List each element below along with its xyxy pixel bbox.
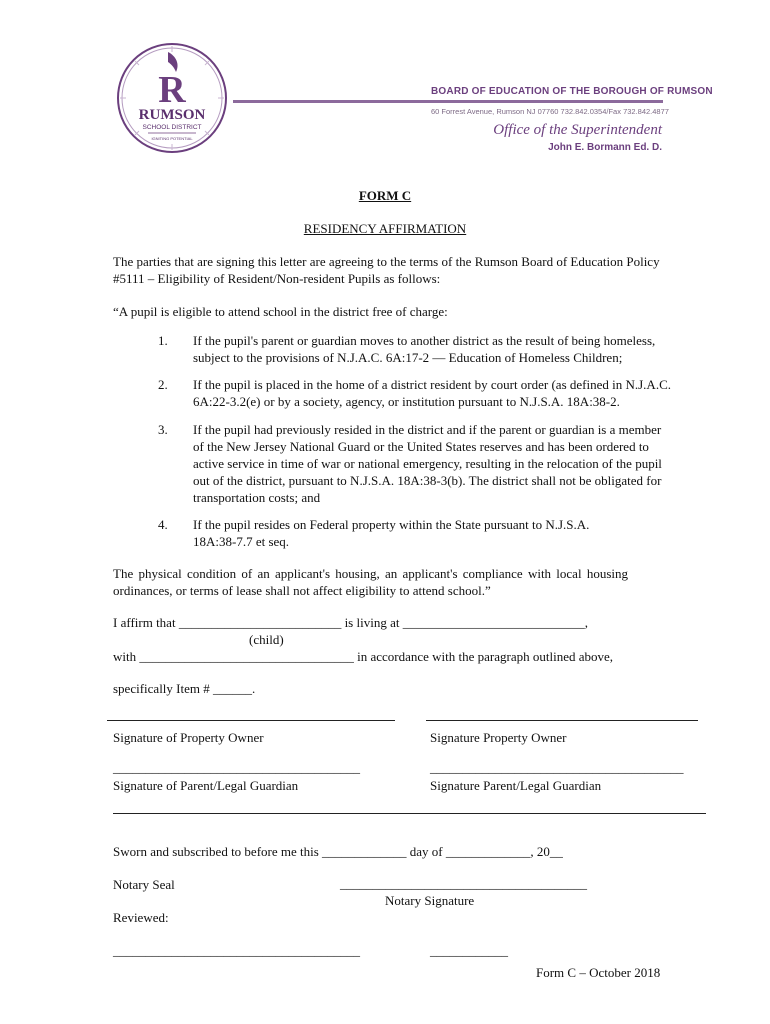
section-divider: [113, 813, 706, 814]
svg-text:SCHOOL DISTRICT: SCHOOL DISTRICT: [142, 124, 202, 131]
list-item-number: 2.: [158, 377, 168, 392]
list-item-number: 3.: [158, 422, 168, 437]
board-address: 60 Forrest Avenue, Rumson NJ 07760 732.842.0354/Fax 732.842.4877: [431, 107, 669, 116]
signature-line-property-owner[interactable]: [107, 720, 395, 721]
letterhead-rule: [233, 100, 663, 103]
notary-signature-label: Notary Signature: [385, 893, 475, 908]
list-item-text: If the pupil is placed in the home of a district resident by court order (as defined in N.J.A.C.: [193, 377, 671, 392]
form-footer: Form C – October 2018: [536, 965, 661, 980]
svg-text:R: R: [158, 69, 186, 111]
form-subtitle: RESIDENCY AFFIRMATION: [303, 221, 467, 236]
list-item-number: 1.: [158, 333, 168, 348]
address-with-line[interactable]: with _________________________________ in accordance with the paragraph outlined above,: [113, 649, 614, 664]
list-item-number: 4.: [158, 517, 168, 532]
notary-signature-blank[interactable]: ______________________________________: [340, 876, 587, 891]
signature-line-property-owner-2[interactable]: [426, 720, 698, 721]
policy-quote-open: “A pupil is eligible to attend school in the district free of charge:: [113, 304, 448, 319]
reviewed-date-blank[interactable]: ____________: [430, 943, 508, 958]
closing-line-1: The physical condition of an applicant's housing, an applicant's compliance with local housing: [113, 566, 628, 581]
reviewed-signature-blank[interactable]: ______________________________________: [113, 943, 360, 958]
sworn-line[interactable]: Sworn and subscribed to before me this _____________ day of _____________, 20__: [113, 844, 563, 859]
affirm-line[interactable]: I affirm that _________________________ is living at ____________________________,: [113, 615, 588, 630]
list-item-text: 6A:22-3.2(e) or by a society, agency, or institution pursuant to N.J.S.A. 18A:38-2.: [193, 394, 620, 409]
list-item-text: subject to the provisions of N.J.A.C. 6A:17-2 — Education of Homeless Children;: [193, 350, 623, 365]
office-name: Office of the Superintendent: [493, 122, 662, 138]
intro-line-1: The parties that are signing this letter are agreeing to the terms of the Rumson Board of Education Policy: [113, 254, 660, 269]
intro-line-2: #5111 – Eligibility of Resident/Non-resident Pupils as follows:: [113, 271, 441, 286]
signature-blank-parent[interactable]: ______________________________________: [113, 760, 360, 775]
closing-line-2: ordinances, or terms of lease shall not affect eligibility to attend school.”: [113, 583, 491, 598]
list-item-text: out of the district, pursuant to N.J.S.A. 18A:38-3(b). The district shall not be obligated for: [193, 473, 662, 488]
district-seal-icon: [116, 42, 228, 154]
signature-label-property-owner-2: Signature Property Owner: [430, 730, 567, 745]
signature-label-parent-2: Signature Parent/Legal Guardian: [430, 778, 602, 793]
signature-label-property-owner: Signature of Property Owner: [113, 730, 264, 745]
district-seal-logo: [116, 42, 228, 154]
list-item-text: of the New Jersey National Guard or the United States reserves and has been ordered to: [193, 439, 649, 454]
list-item-text: transportation costs; and: [193, 490, 321, 505]
signature-label-parent: Signature of Parent/Legal Guardian: [113, 778, 299, 793]
reviewed-label: Reviewed:: [113, 910, 169, 925]
list-item-text: If the pupil resides on Federal property within the State pursuant to N.J.S.A.: [193, 517, 590, 532]
svg-text:RUMSON: RUMSON: [138, 107, 206, 123]
item-number-line[interactable]: specifically Item # ______.: [113, 681, 256, 696]
child-label: (child): [249, 632, 284, 647]
superintendent-name: John E. Bormann Ed. D.: [548, 142, 662, 153]
signature-blank-parent-2[interactable]: _______________________________________: [430, 760, 684, 775]
form-title: FORM C: [358, 188, 412, 203]
list-item-text: active service in time of war or national emergency, resulting in the relocation of the pupil: [193, 456, 662, 471]
list-item-text: 18A:38-7.7 et seq.: [193, 534, 290, 549]
board-name: BOARD OF EDUCATION OF THE BOROUGH OF RUMSON: [431, 86, 713, 97]
notary-seal-label: Notary Seal: [113, 877, 175, 892]
svg-text:IGNITING POTENTIAL: IGNITING POTENTIAL: [151, 136, 193, 141]
list-item-text: If the pupil had previously resided in the district and if the parent or guardian is a member: [193, 422, 662, 437]
list-item-text: If the pupil's parent or guardian moves to another district as the result of being homeless,: [193, 333, 656, 348]
